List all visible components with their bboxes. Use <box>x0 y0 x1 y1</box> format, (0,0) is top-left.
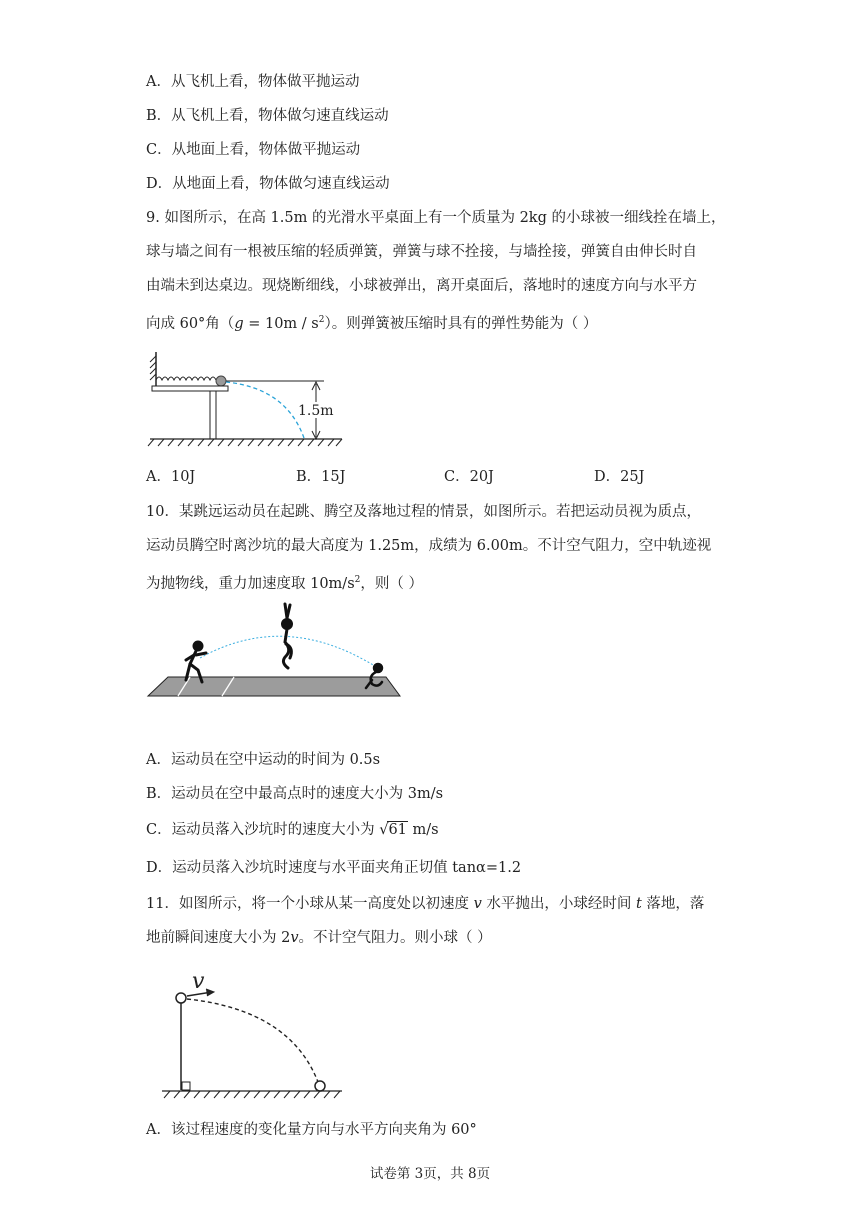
q11-line1-post: 落地，落 <box>641 896 705 912</box>
q11-stem-line-2 <box>146 928 492 948</box>
q9-exponent: 2 <box>318 315 325 325</box>
q11-line2-post: 。不计空气阻力。则小球（ ） <box>298 930 492 946</box>
q11-line1-mid: 水平抛出，小球经时间 <box>481 896 636 912</box>
q9-g-value: = 10m / s <box>243 315 319 332</box>
height-label: 1.5m <box>298 403 334 419</box>
q10-option-c <box>146 820 439 840</box>
table-top <box>152 386 228 391</box>
velocity-arrowhead <box>206 989 214 996</box>
q8-option-d: D．从地面上看，物体做匀速直线运动 <box>146 176 390 192</box>
q11-v-symbol-2: v <box>290 930 299 946</box>
q9-stem-line-2: 球与墙之间有一根被压缩的轻质弹簧，弹簧与球不拴接，与墙拴接，弹簧自由伸长时自 <box>146 244 697 260</box>
small-ball <box>216 376 226 386</box>
page-footer: 试卷第 3页，共 8页 <box>369 1166 491 1182</box>
q9-stem-line-3: 由端未到达桌边。现烧断细线，小球被弹出，离开桌面后，落地时的速度方向与水平方 <box>146 278 697 294</box>
q10-option-b: B．运动员在空中最高点时的速度大小为 3m/s <box>146 786 444 802</box>
q10-stem-line-2: 运动员腾空时离沙坑的最大高度为 1.25m，成绩为 6.00m。不计空气阻力，空中轨迹视 <box>146 538 712 554</box>
q10-stem-line-3 <box>146 570 423 594</box>
trajectory-dashed <box>226 382 304 438</box>
q11-figure-projectile <box>160 960 350 1100</box>
q9-line4-pre: 向成 60°角（ <box>146 315 235 332</box>
sqrt-radicand: 61 <box>388 822 407 838</box>
q8-option-b: B．从飞机上看，物体做匀速直线运动 <box>146 108 389 124</box>
q9-option-b: B．15J <box>296 469 346 485</box>
athlete-takeoff <box>186 642 206 682</box>
q9-option-d: D．25J <box>594 469 645 485</box>
q9-option-c: C．20J <box>444 469 494 485</box>
wall-hatch <box>150 356 156 380</box>
q10-option-c-text: C．运动员落入沙坑时的速度大小为 <box>146 822 380 838</box>
q10-stem-line-1: 10．某跳远运动员在起跳、腾空及落地过程的情景，如图所示。若把运动员视为质点， <box>146 504 701 520</box>
q9-options-row <box>0 467 860 487</box>
ground-hatch <box>164 1091 340 1098</box>
q11-v-symbol: v <box>473 896 482 912</box>
table-leg <box>210 391 216 439</box>
q9-line4-post: ）。则弹簧被压缩时具有的弹性势能为（ ） <box>324 315 598 332</box>
q11-line1-pre: 11．如图所示，将一个小球从某一高度处以初速度 <box>146 896 474 912</box>
q11-option-a: A．该过程速度的变化量方向与水平方向夹角为 60° <box>146 1122 477 1138</box>
q10-line3-pre: 为抛物线，重力加速度取 10m/s <box>146 575 355 592</box>
q10-option-a: A．运动员在空中运动的时间为 0.5s <box>146 752 381 768</box>
q10-option-d: D．运动员落入沙坑时速度与水平面夹角正切值 tanα=1.2 <box>146 860 522 876</box>
q8-option-c: C．从地面上看，物体做平抛运动 <box>146 142 361 158</box>
q9-stem-line-1: 9. 如图所示，在高 1.5m 的光滑水平桌面上有一个质量为 2kg 的小球被一细线拴在墙上， <box>146 210 726 226</box>
athlete-airborne <box>283 604 292 668</box>
q10-line3-post: ，则（ ） <box>360 575 423 592</box>
sqrt-symbol: √ <box>379 822 389 838</box>
q11-t-symbol: t <box>635 896 642 912</box>
athlete-landing <box>366 664 382 688</box>
right-angle-mark <box>182 1082 190 1090</box>
q8-option-a: A．从飞机上看，物体做平抛运动 <box>146 74 360 90</box>
spring <box>156 377 216 380</box>
q11-stem-line-1 <box>146 894 704 914</box>
ball-start <box>176 993 186 1003</box>
ball-landing <box>315 1081 325 1091</box>
q11-line2-pre: 地前瞬间速度大小为 2 <box>146 930 291 946</box>
q9-stem-line-4 <box>146 310 597 334</box>
q9-g-symbol: g <box>234 315 244 332</box>
q10-figure-long-jump <box>146 600 406 700</box>
q9-option-a: A．10J <box>146 469 196 485</box>
q9-figure-spring-table <box>146 348 346 454</box>
q10-option-c-unit: m/s <box>407 822 439 838</box>
trajectory-dashed <box>187 999 318 1082</box>
q10-exponent: 2 <box>354 575 361 585</box>
ground-hatch <box>148 439 342 446</box>
velocity-label: v <box>192 969 205 994</box>
